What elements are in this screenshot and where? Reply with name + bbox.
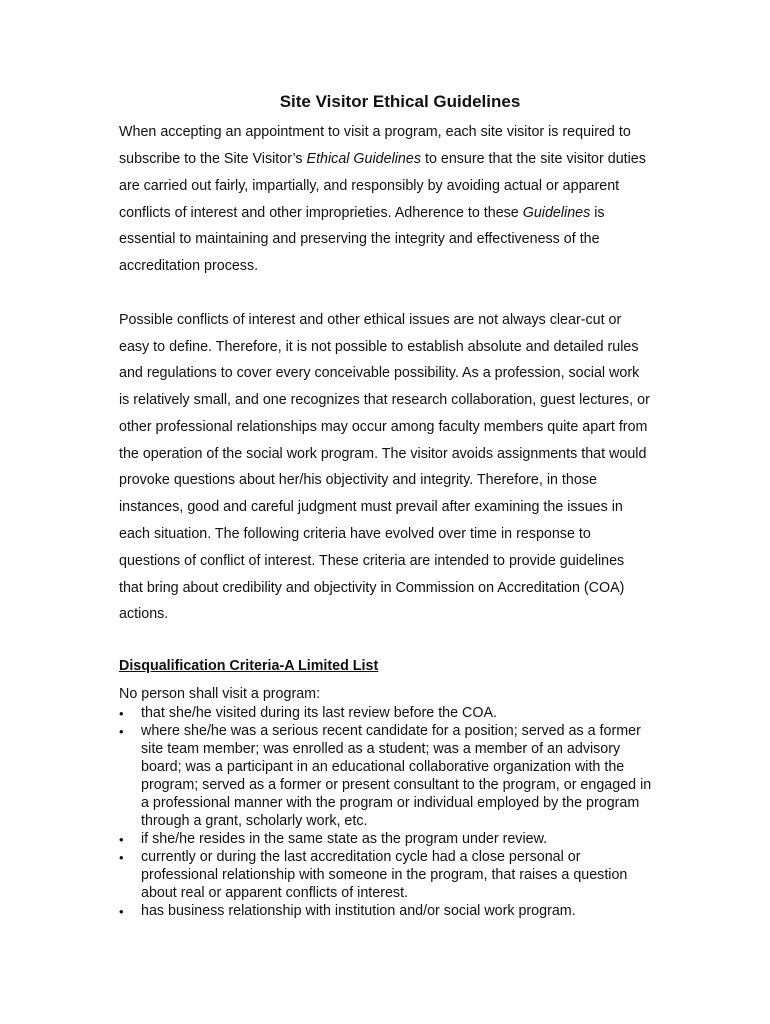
paragraph-2-line: the operation of the social work program. The visitor avoids assignments that would bbox=[119, 446, 647, 462]
paragraph-2-line: easy to define. Therefore, it is not possible to establish absolute and detailed rules bbox=[119, 339, 639, 355]
bullet-5-line: has business relationship with institution and/or social work program. bbox=[141, 903, 576, 919]
ethical-guidelines-italic: Ethical Guidelines bbox=[306, 151, 421, 167]
bullet-4-line: about real or apparent conflicts of interest. bbox=[141, 885, 409, 901]
paragraph-1-line-2-end: to ensure that the site visitor duties bbox=[421, 151, 646, 167]
bullet-2-line: site team member; was enrolled as a student; was a member of an advisory bbox=[141, 741, 621, 757]
bullet-3-line: if she/he resides in the same state as the program under review. bbox=[141, 831, 548, 847]
paragraph-1-line-5: essential to maintaining and preserving the integrity and effectiveness of the bbox=[119, 231, 600, 247]
bullet-4-line: professional relationship with someone in the program, that raises a question bbox=[141, 867, 628, 883]
paragraph-2-line: is relatively small, and one recognizes that research collaboration, guest lectures, or bbox=[119, 392, 650, 408]
paragraph-1-line-1: When accepting an appointment to visit a program, each site visitor is required to bbox=[119, 124, 631, 140]
list-intro: No person shall visit a program: bbox=[119, 686, 321, 702]
bullet-1-line: that she/he visited during its last review before the COA. bbox=[141, 705, 498, 721]
guidelines-italic: Guidelines bbox=[522, 205, 591, 221]
paragraph-1-line-4-end: is bbox=[590, 205, 605, 221]
page-title: Site Visitor Ethical Guidelines bbox=[279, 92, 521, 111]
bullet-2-line: where she/he was a serious recent candidate for a position; served as a former bbox=[141, 723, 641, 739]
paragraph-1-line-2 bbox=[119, 151, 646, 167]
bullet-4-line: currently or during the last accreditation cycle had a close personal or bbox=[141, 849, 581, 865]
paragraph-2-line: provoke questions about her/his objectivity and integrity. Therefore, in those bbox=[119, 472, 597, 488]
paragraph-2-line: and regulations to cover every conceivable possibility. As a profession, social work bbox=[119, 365, 640, 381]
paragraph-2-line: actions. bbox=[119, 606, 169, 622]
paragraph-1-line-4-start: conflicts of interest and other improprieties. Adherence to these bbox=[119, 205, 523, 221]
paragraph-1-line-4 bbox=[119, 205, 605, 221]
bullet-2-line: through a grant, scholarly work, etc. bbox=[141, 813, 368, 829]
bullet-icon: • bbox=[119, 904, 124, 919]
paragraph-2-line: questions of conflict of interest. These criteria are intended to provide guidelines bbox=[119, 553, 625, 569]
paragraph-1-line-6: accreditation process. bbox=[119, 258, 259, 274]
bullet-icon: • bbox=[119, 724, 124, 739]
section-heading: Disqualification Criteria-A Limited List bbox=[119, 658, 379, 674]
bullet-icon: • bbox=[119, 850, 124, 865]
paragraph-1-line-2-start: subscribe to the Site Visitor’s bbox=[119, 151, 307, 167]
paragraph-2-line: other professional relationships may occur among faculty members quite apart from bbox=[119, 419, 648, 435]
bullet-2-line: a professional manner with the program or individual employed by the program bbox=[141, 795, 640, 811]
paragraph-2-line: Possible conflicts of interest and other ethical issues are not always clear-cut or bbox=[119, 312, 622, 328]
paragraph-1-line-3: are carried out fairly, impartially, and responsibly by avoiding actual or apparent bbox=[119, 178, 620, 194]
paragraph-2-line: that bring about credibility and objectivity in Commission on Accreditation (COA) bbox=[119, 580, 625, 596]
paragraph-2-line: each situation. The following criteria have evolved over time in response to bbox=[119, 526, 591, 542]
bullet-2-line: board; was a participant in an educational collaborative organization with the bbox=[141, 759, 625, 775]
bullet-icon: • bbox=[119, 706, 124, 721]
bullet-icon: • bbox=[119, 832, 124, 847]
paragraph-2-line: instances, good and careful judgment must prevail after examining the issues in bbox=[119, 499, 623, 515]
bullet-2-line: program; served as a former or present consultant to the program, or engaged in bbox=[141, 777, 652, 793]
